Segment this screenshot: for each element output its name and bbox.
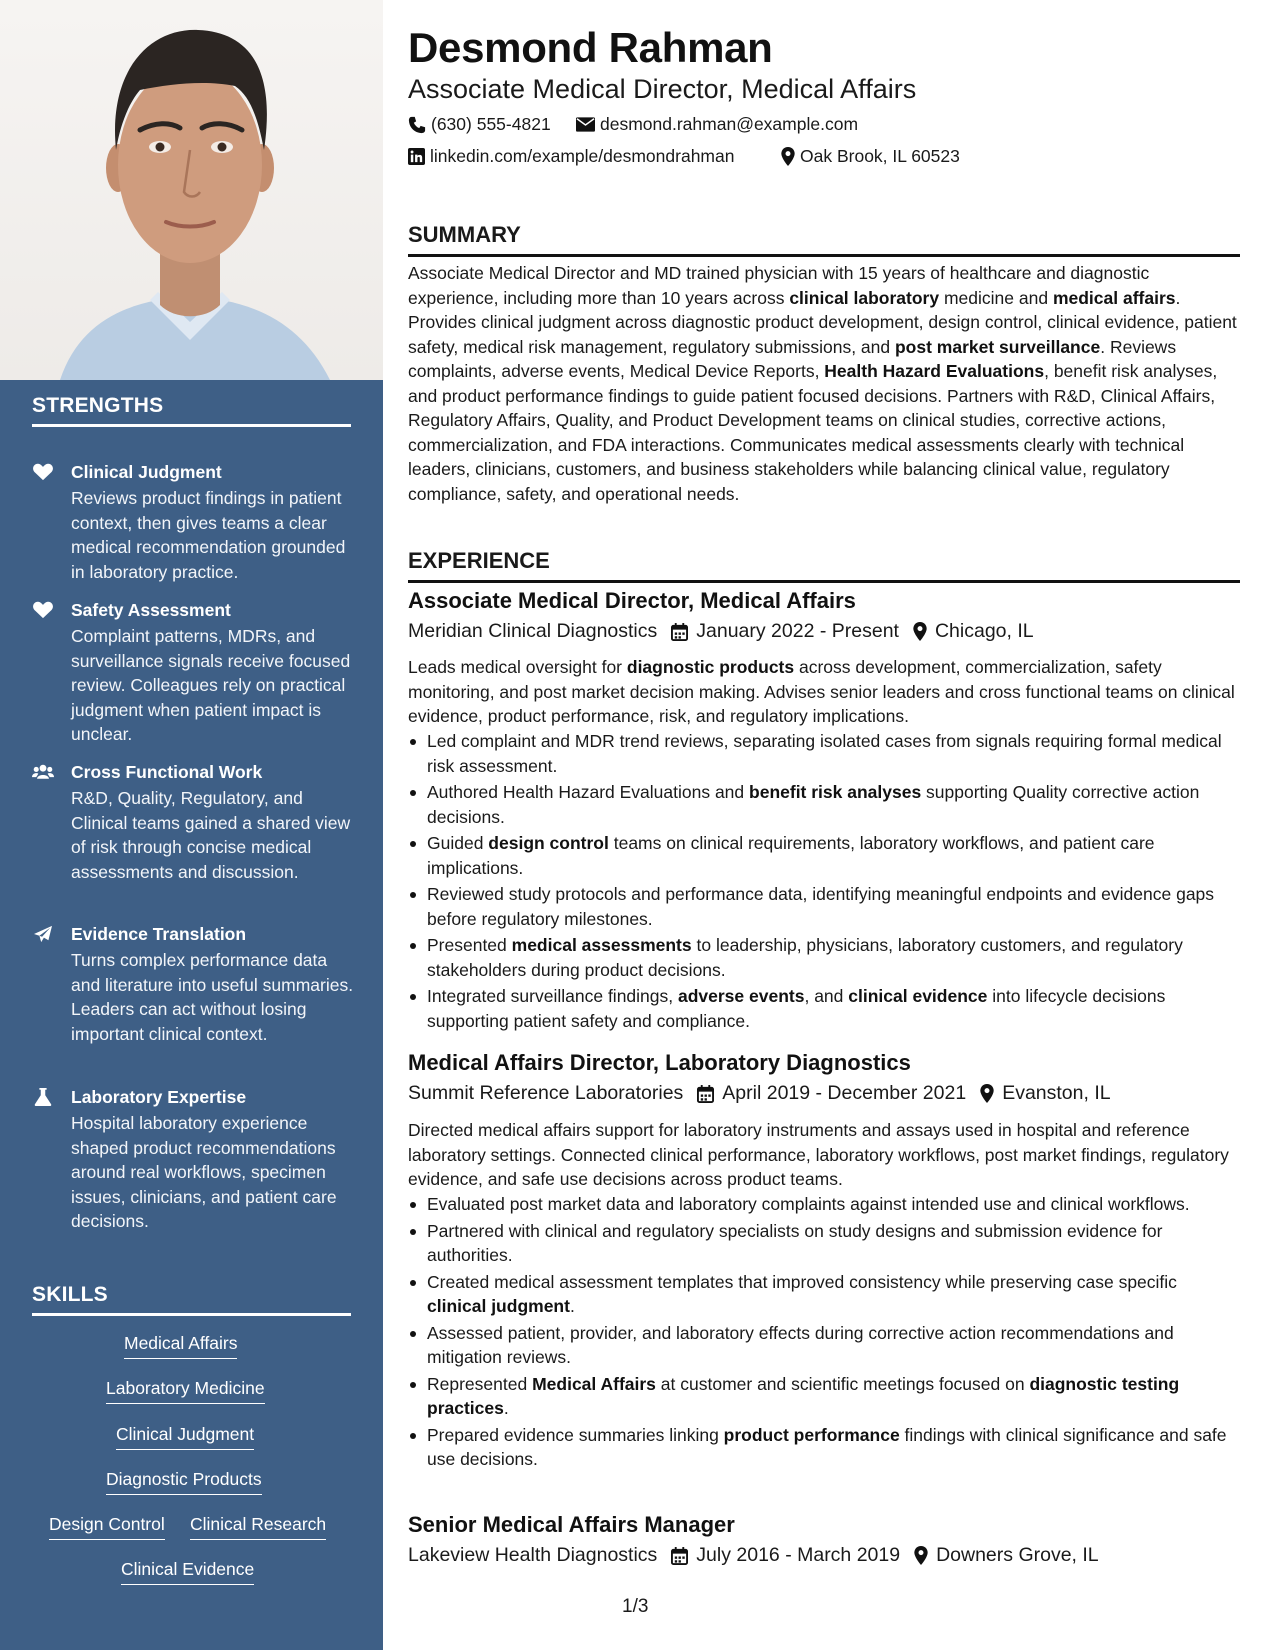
job-bullets <box>408 1192 1240 1474</box>
linkedin-text[interactable]: linkedin.com/example/desmondrahman <box>430 146 735 166</box>
strength-title: Laboratory Expertise <box>71 1087 247 1107</box>
job-dates: January 2022 - Present <box>696 620 899 642</box>
bullet-item: Assessed patient, provider, and laboratory effects during corrective action recommendations and mitigation reviews. <box>408 1321 1240 1370</box>
bullet-item: Led complaint and MDR trend reviews, separating isolated cases from signals requiring formal medical risk assessment. <box>408 729 1240 778</box>
skill-tag: Clinical Evidence <box>121 1557 254 1585</box>
calendar-icon <box>697 1085 714 1103</box>
strength-description: R&D, Quality, Regulatory, and Clinical teams gained a shared view of risk through concise medical assessments and discussion. <box>71 788 351 882</box>
heart-icon <box>32 601 54 619</box>
map-pin-icon <box>914 1546 928 1565</box>
job-dates: April 2019 - December 2021 <box>722 1082 967 1104</box>
candidate-name: Desmond Rahman <box>408 24 773 71</box>
paper-plane-icon <box>32 925 54 943</box>
bold-keyword: post market surveillance <box>894 336 1101 357</box>
summary-heading: SUMMARY <box>408 222 1240 257</box>
company-name: Summit Reference Laboratories <box>408 1082 684 1104</box>
phone-icon <box>408 116 426 134</box>
flask-icon <box>32 1088 54 1106</box>
job-title: Senior Medical Affairs Manager <box>408 1512 735 1537</box>
phone-text: (630) 555-4821 <box>431 114 551 134</box>
bullet-item: Authored Health Hazard Evaluations and benefit risk analyses supporting Quality corrective action decisions. <box>408 780 1240 829</box>
skill-tag: Medical Affairs <box>124 1331 237 1359</box>
bold-keyword: design control <box>488 833 609 853</box>
bullet-item: Integrated surveillance findings, adverse events, and clinical evidence into lifecycle decisions supporting patient safety and compliance. <box>408 984 1240 1033</box>
strength-title: Evidence Translation <box>71 924 247 944</box>
bold-keyword: benefit risk analyses <box>749 782 922 802</box>
bold-keyword: adverse events <box>677 986 805 1006</box>
email-text[interactable]: desmond.rahman@example.com <box>600 114 859 134</box>
bullet-item: Created medical assessment templates that improved consistency while preserving case specific clinical judgment. <box>408 1270 1240 1319</box>
candidate-title: Associate Medical Director, Medical Affairs <box>408 74 917 104</box>
email-contact <box>576 114 858 135</box>
summary-paragraph: Associate Medical Director and MD trained physician with 15 years of healthcare and diagnostic experience, including more than 10 years across clinical laboratory medicine and medical affairs. Provides clinical judgment across diagnostic product development, design control, clinical evidence, patient safety, medical risk management, regulatory submissions, and post market surveillance. Reviews complaints, adverse events, Medical Device Reports, Health Hazard Evaluations, benefit risk analyses, and product performance findings to guide patient focused decisions. Partners with R&D, Clinical Affairs, Regulatory Affairs, Quality, and Product Development teams on clinical studies, corrective actions, commercialization, and FDA interactions. Communicates medical assessments clearly with technical leaders, clinicians, customers, and business stakeholders while balancing clinical value, regulatory compliance, safety, and operational needs. <box>408 263 1237 504</box>
bullet-item: Prepared evidence summaries linking product performance findings with clinical significance and safe use decisions. <box>408 1423 1240 1472</box>
map-pin-icon <box>781 147 795 166</box>
skill-tag: Clinical Judgment <box>116 1422 254 1450</box>
bullet-item: Guided design control teams on clinical requirements, laboratory workflows, and patient care implications. <box>408 831 1240 880</box>
job-dates: July 2016 - March 2019 <box>696 1544 901 1566</box>
users-icon <box>32 763 54 781</box>
bold-keyword: medical affairs <box>1052 287 1176 308</box>
location-text: Oak Brook, IL 60523 <box>800 146 960 166</box>
calendar-icon <box>671 623 688 641</box>
job-meta <box>408 1544 1099 1567</box>
skill-tag: Diagnostic Products <box>106 1467 262 1495</box>
strengths-heading: STRENGTHS <box>32 394 351 427</box>
bullet-item: Represented Medical Affairs at customer and scientific meetings focused on diagnostic testing practices. <box>408 1372 1240 1421</box>
bullet-item: Reviewed study protocols and performance data, identifying meaningful endpoints and evidence gaps before regulatory milestones. <box>408 882 1240 931</box>
job-bullets <box>408 729 1240 1035</box>
experience-heading: EXPERIENCE <box>408 548 1240 583</box>
skill-tag: Laboratory Medicine <box>106 1376 265 1404</box>
bullet-item: Evaluated post market data and laboratory complaints against intended use and clinical workflows. <box>408 1192 1240 1217</box>
bullet-item: Presented medical assessments to leadership, physicians, laboratory customers, and regulatory stakeholders during product decisions. <box>408 933 1240 982</box>
skills-heading: SKILLS <box>32 1283 351 1316</box>
bold-keyword: diagnostic testing practices <box>427 1373 1180 1418</box>
job-location: Chicago, IL <box>934 620 1034 642</box>
bold-keyword: diagnostic products <box>626 657 795 677</box>
job-title: Medical Affairs Director, Laboratory Diagnostics <box>408 1050 911 1075</box>
heart-icon <box>32 463 54 481</box>
page-number: 1/3 <box>622 1596 649 1617</box>
bold-keyword: product performance <box>723 1424 900 1445</box>
bold-keyword: Medical Affairs <box>532 1373 656 1394</box>
bold-keyword: clinical judgment <box>427 1296 570 1316</box>
skill-tag: Design Control <box>49 1512 165 1540</box>
envelope-icon <box>576 117 595 132</box>
bold-keyword: clinical laboratory <box>789 287 940 308</box>
job-intro: Leads medical oversight for diagnostic products across development, commercialization, safety monitoring, and post market decision making. Advises senior leaders and cross functional teams on clinical evidence, product performance, risk, and regulatory implications. <box>408 657 1235 726</box>
portrait-image <box>0 0 383 380</box>
profile-photo <box>0 0 383 380</box>
bold-keyword: medical assessments <box>511 935 692 955</box>
company-name: Lakeview Health Diagnostics <box>408 1544 658 1566</box>
strength-title: Safety Assessment <box>71 600 231 620</box>
strength-description: Turns complex performance data and literature into useful summaries. Leaders can act without losing important clinical context. <box>71 950 354 1044</box>
strength-title: Cross Functional Work <box>71 762 263 782</box>
job-meta <box>408 1082 1111 1105</box>
location-contact <box>781 146 960 167</box>
linkedin-contact <box>408 146 734 167</box>
strength-title: Clinical Judgment <box>71 462 222 482</box>
linkedin-icon <box>408 148 425 165</box>
bullet-item: Partnered with clinical and regulatory specialists on study designs and submission evidence for authorities. <box>408 1219 1240 1268</box>
phone-contact <box>408 114 551 135</box>
job-location: Downers Grove, IL <box>936 1544 1099 1566</box>
bold-keyword: Health Hazard Evaluations <box>824 361 1045 381</box>
map-pin-icon <box>913 622 927 641</box>
company-name: Meridian Clinical Diagnostics <box>408 620 658 642</box>
skill-tag: Clinical Research <box>190 1512 326 1540</box>
job-meta <box>408 620 1034 643</box>
job-title: Associate Medical Director, Medical Affairs <box>408 588 856 613</box>
strength-description: Complaint patterns, MDRs, and surveillance signals receive focused review. Colleagues rely on practical judgment when patient impact is unclear. <box>71 626 351 744</box>
bold-keyword: clinical evidence <box>848 986 988 1006</box>
strength-description: Hospital laboratory experience shaped product recommendations around real workflows, specimen issues, clinicians, and patient care decisions. <box>71 1113 337 1231</box>
job-intro: Directed medical affairs support for laboratory instruments and assays used in hospital and reference laboratory settings. Connected clinical performance, laboratory workflows, post market findings, regulatory evidence, and safe use decisions across product teams. <box>408 1120 1229 1189</box>
strength-description: Reviews product findings in patient context, then gives teams a clear medical recommendation grounded in laboratory practice. <box>71 488 346 582</box>
job-location: Evanston, IL <box>1002 1082 1111 1104</box>
map-pin-icon <box>980 1084 994 1103</box>
sidebar <box>0 0 383 1650</box>
calendar-icon <box>671 1547 688 1565</box>
